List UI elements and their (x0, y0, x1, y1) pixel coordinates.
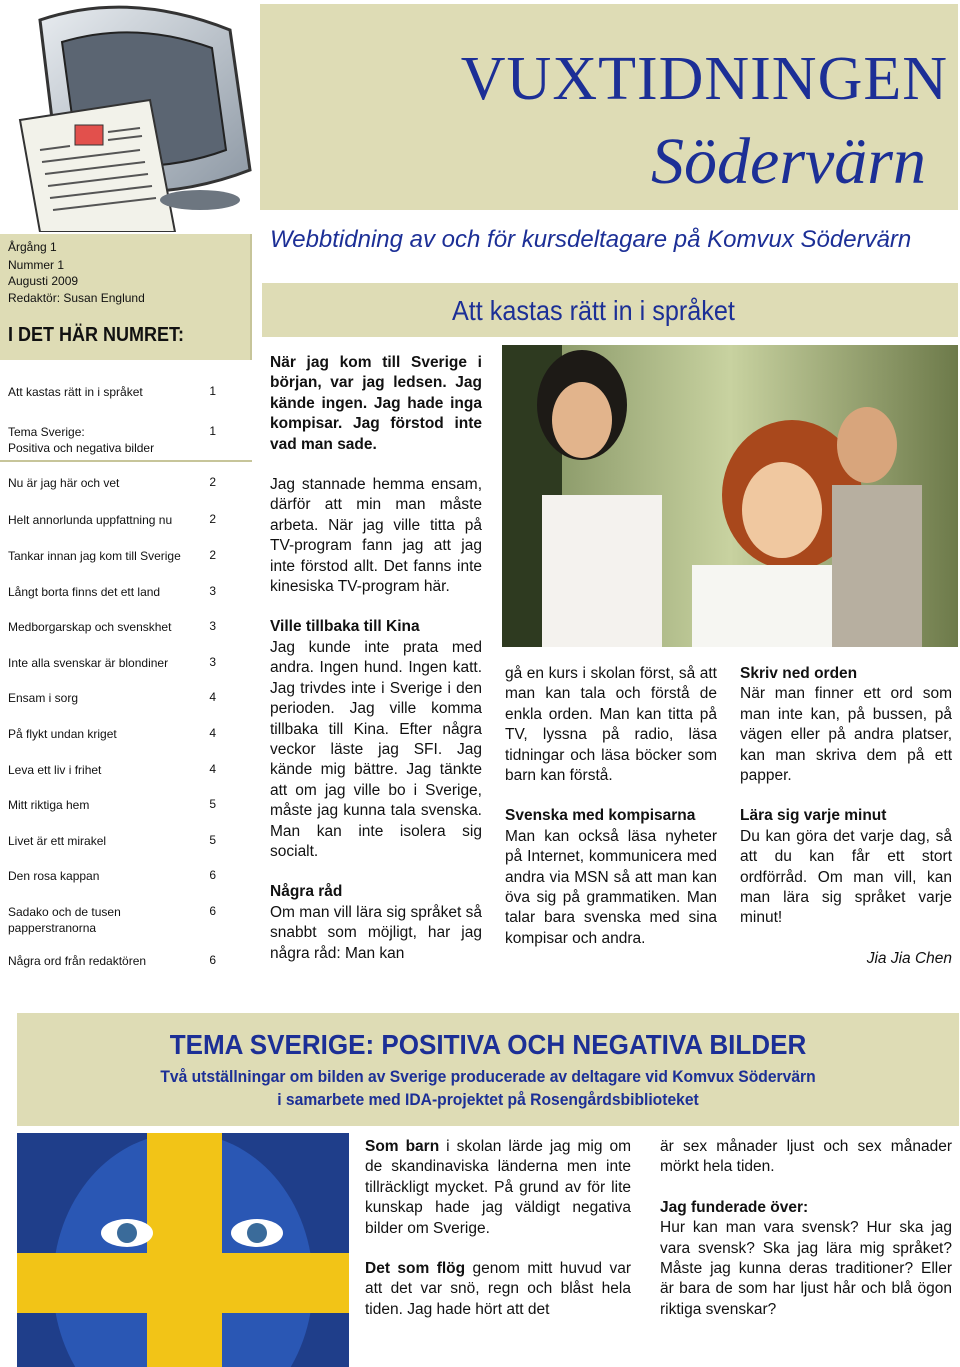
issue-year: Årgång 1 (8, 240, 57, 254)
newspaper-subtitle: Södervärn (651, 125, 926, 198)
theme-header-box (17, 1013, 959, 1126)
tagline: Webbtidning av och för kursdeltagare på Komvux Södervärn (270, 226, 912, 253)
article1-paragraph: Jag stannade hemma ensam, därför att min man måste arbeta. När jag ville titta på TV-program fann jag att jag inte förstod allt. Det fanns inte kinesiska TV-program här. (270, 476, 482, 596)
article1-paragraph: Jag kunde inte prata med andra. Ingen hund. Ingen katt. Jag trivdes inte i Sverige i den perioden. Jag ville komma tillbaka till Kina. Efter några veckor läste jag SFI. Jag kände mig bättre. Jag tänkte att om jag ville bo i Sverige, måste jag kunna tala svenska. Man kan inte isolera sig socialt. (270, 638, 482, 860)
theme-paragraph: är sex månader ljust och sex månader mörkt hela tiden. (660, 1138, 952, 1176)
newspaper-title: VUXTIDNINGEN (460, 45, 948, 113)
toc-item[interactable]: Den rosa kappan 6 (8, 868, 216, 883)
theme-paragraph: Hur kan man vara svensk? Hur ska jag vara svensk? Ska jag lära mig språket? Måste jag kunna deras traditioner? Eller är bara de som har ljust hår och blå ögon riktiga svenskar? (660, 1219, 952, 1318)
theme-lead: Det som flög (365, 1260, 466, 1278)
issue-number: Nummer 1 (8, 258, 65, 272)
toc-item[interactable]: Sadako och de tusen papperstranorna 6 (8, 904, 216, 935)
article1-paragraph: gå en kurs i skolan först, så att man kan tala och förstå de enkla orden. Man kan titta på TV, lyssna på radio, läsa tidningar och läsa böcker som barn kan förstå. (505, 665, 717, 785)
article1-subheading: Några råd (270, 883, 343, 901)
toc-item[interactable]: Inte alla svenskar är blondiner 3 (8, 655, 216, 670)
toc-divider (0, 460, 252, 462)
toc-item[interactable]: Medborgarskap och svenskhet 3 (8, 619, 216, 634)
toc-item[interactable]: Leva ett liv i frihet 4 (8, 762, 216, 777)
toc-item[interactable]: Livet är ett mirakel 5 (8, 833, 216, 848)
article1-subheading: Skriv ned orden (740, 665, 858, 682)
theme-column1 (365, 1137, 631, 1320)
article1-paragraph: Du kan göra det varje dag, så att du kan får ett stort ordförråd. Om man vill, kan man lära sig språket varje minut! (740, 827, 952, 927)
article1-column3 (740, 664, 952, 969)
toc-item[interactable]: På flykt undan kriget 4 (8, 726, 216, 741)
theme-subtitle: Två utställningar om bilden av Sverige producerade av deltagare vid Komvux Södervärn (160, 1067, 816, 1086)
toc-item[interactable]: Tankar innan jag kom till Sverige 2 (8, 548, 216, 563)
in-this-issue-heading: I DET HÄR NUMRET: (8, 324, 184, 346)
issue-date: Augusti 2009 (8, 274, 79, 288)
toc-item[interactable]: Helt annorlunda uppfattning nu 2 (8, 512, 216, 527)
toc-item[interactable]: Att kastas rätt in i språket 1 (8, 384, 216, 399)
people-photo (502, 345, 958, 647)
article1-subheading: Lära sig varje minut (740, 807, 887, 825)
theme-subheading: Jag funderade över: (660, 1198, 809, 1216)
issue-editor: Redaktör: Susan Englund (8, 291, 145, 305)
theme-subtitle: i samarbete med IDA-projektet på Rosengårdsbiblioteket (277, 1090, 699, 1109)
theme-title: TEMA SVERIGE: POSITIVA OCH NEGATIVA BILDER (169, 1029, 807, 1060)
article1-paragraph: Man kan också läsa nyheter på Internet, kommunicera med andra via MSN så att man kan öva sig på grammatiken. Man talar bara svenska med sina kompisar och andra. (505, 827, 717, 947)
toc-item[interactable]: Ensam i sorg 4 (8, 690, 216, 705)
toc-item[interactable]: Tema Sverige: Positiva och negativa bilder 1 (8, 424, 216, 455)
theme-paragraph: genom mitt huvud var att det var snö, regn och blåst hela tiden. Jag hade hört att det (365, 1260, 631, 1318)
toc-item[interactable]: Nu är jag här och vet 2 (8, 475, 216, 490)
article1-subheading: Svenska med kompisarna (505, 807, 696, 825)
toc-item[interactable]: Mitt riktiga hem 5 (8, 797, 216, 812)
swedish-flag-face-photo (17, 1133, 349, 1367)
article-title: Att kastas rätt in i språket (452, 295, 735, 326)
toc-item[interactable]: Några ord från redaktören 6 (8, 953, 216, 968)
article1-column2 (505, 664, 717, 949)
author-signature: Jia Jia Chen (866, 949, 952, 967)
table-of-contents (0, 0, 252, 1000)
article-title-bar (262, 283, 958, 337)
article1-paragraph: När man finner ett ord som man inte kan, på bussen, på vägen eller på andra platser, kan man skriva dem på ett papper. (740, 685, 952, 785)
article1-column1 (270, 353, 482, 964)
article1-paragraph: Om man vill lära sig språket så snabbt som möjligt, har jag några råd: Man kan (270, 903, 482, 962)
theme-column2 (660, 1137, 952, 1320)
article1-lead: När jag kom till Sverige i början, var jag ledsen. Jag kände ingen. Jag hade inga kompisar. Jag förstod inte vad man sade. (270, 354, 482, 453)
masthead (260, 4, 958, 210)
toc-item[interactable]: Långt borta finns det ett land 3 (8, 584, 216, 599)
theme-paragraph: i skolan lärde jag mig om de skandinaviska länderna men inte tillräckligt mycket. På grund av för lite kunskap hade jag väldigt negativa bilder om Sverige. (365, 1138, 632, 1237)
article1-subheading: Ville tillbaka till Kina (270, 618, 420, 636)
theme-lead: Som barn (365, 1138, 440, 1155)
